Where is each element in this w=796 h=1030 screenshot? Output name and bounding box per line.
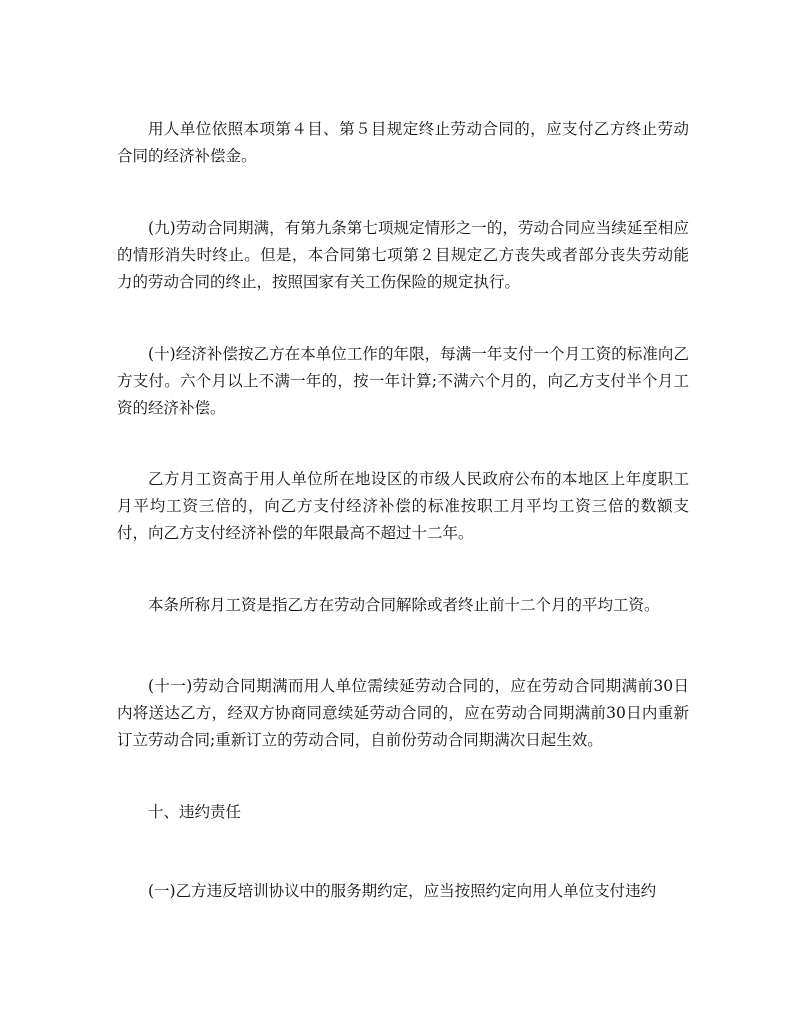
section-heading-liability: 十、违约责任 [148, 803, 242, 821]
paragraph-clause-ten: (十)经济补偿按乙方在本单位工作的年限，每满一年支付一个月工资的标准向乙方支付。六个月以上不满一年的，按一年计算;不满六个月的，向乙方支付半个月工资的经济补偿。 [117, 345, 689, 417]
paragraph-termination-compensation: 用人单位依照本项第４目、第５目规定终止劳动合同的，应支付乙方终止劳动合同的经济补偿金。 [117, 120, 689, 165]
paragraph-clause-nine: (九)劳动合同期满，有第九条第七项规定情形之一的，劳动合同应当续延至相应的情形消失时终止。但是，本合同第七项第２目规定乙方丧失或者部分丧失劳动能力的劳动合同的终止，按照国家有关工伤保险的规定执行。 [117, 219, 689, 291]
paragraph-high-salary-cap: 乙方月工资高于用人单位所在地设区的市级人民政府公布的本地区上年度职工月平均工资三倍的，向乙方支付经济补偿的标准按职工月平均工资三倍的数额支付，向乙方支付经济补偿的年限最高不超过十二年。 [117, 470, 689, 542]
paragraph-monthly-wage-definition: 本条所称月工资是指乙方在劳动合同解除或者终止前十二个月的平均工资。 [148, 596, 660, 614]
paragraph-liability-one: (一)乙方违反培训协议中的服务期约定，应当按照约定向用人单位支付违约 [148, 882, 657, 900]
paragraph-clause-eleven: (十一)劳动合同期满而用人单位需续延劳动合同的，应在劳动合同期满前30日内将送达乙方，经双方协商同意续延劳动合同的，应在劳动合同期满前30日内重新订立劳动合同;重新订立的劳动合同，自前份劳动合同期满次日起生效。 [117, 677, 689, 749]
